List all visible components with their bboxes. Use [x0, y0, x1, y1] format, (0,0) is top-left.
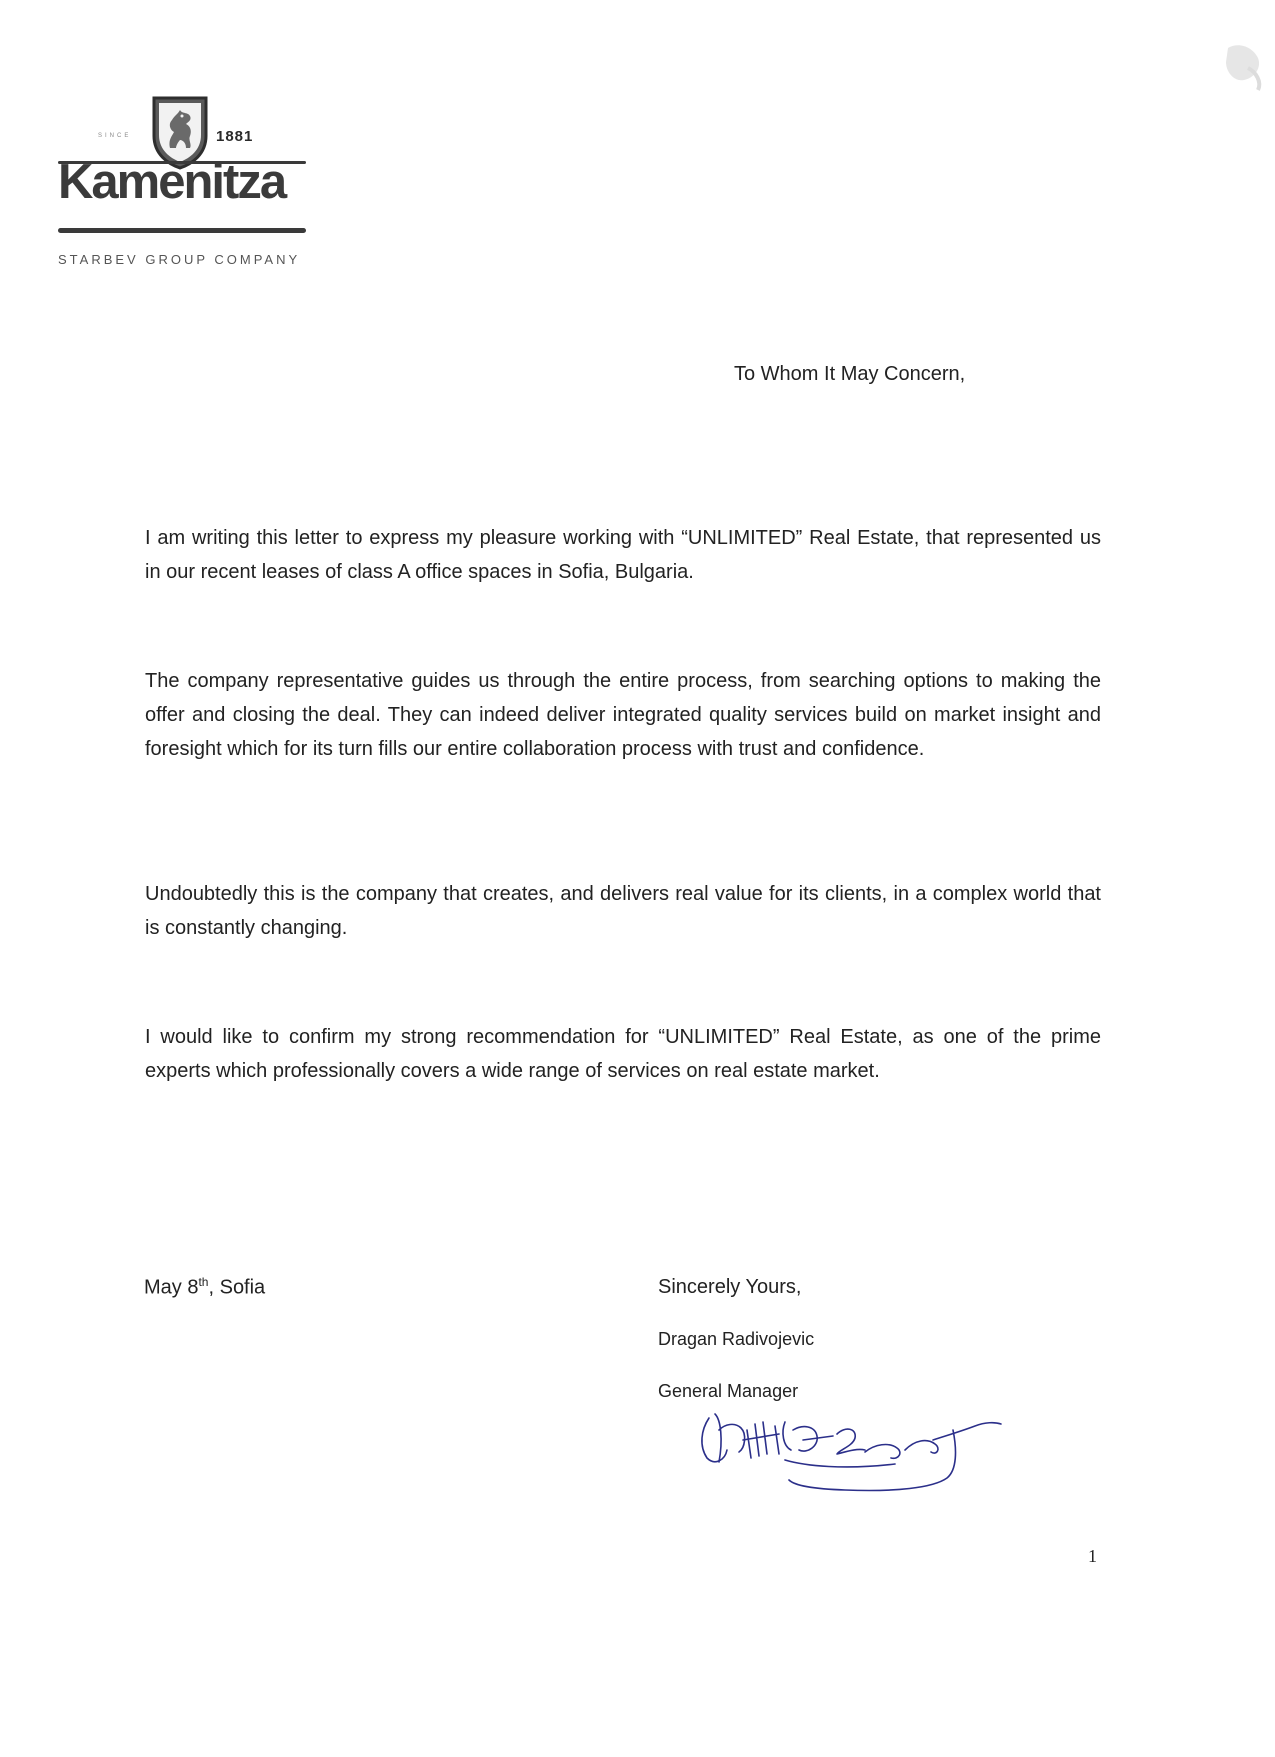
logo-since-year: 1881	[216, 128, 254, 145]
date-month-day: May 8	[144, 1276, 199, 1299]
date-place-name: , Sofia	[208, 1276, 266, 1299]
logo-tagline: STARBEV GROUP COMPANY	[58, 252, 301, 267]
signer-title: General Manager	[658, 1381, 799, 1401]
page-number: 1	[1088, 1546, 1097, 1566]
handwritten-signature	[695, 1400, 1035, 1500]
signer-name: Dragan Radivojevic	[658, 1329, 815, 1349]
closing: Sincerely Yours,	[658, 1276, 802, 1298]
body-paragraph-4: I would like to confirm my strong recommendation for “UNLIMITED” Real Estate, as one of the prime experts which professionally covers a wide range of services on real estate market.	[145, 1026, 1101, 1082]
scan-artifact	[1218, 38, 1275, 98]
body-paragraph-1: I am writing this letter to express my pleasure working with “UNLIMITED” Real Estate, that represented us in our recent leases of class A office spaces in Sofia, Bulgaria.	[145, 527, 1101, 583]
logo-brand-name: Kamenitza	[58, 155, 286, 209]
date-place	[144, 1275, 265, 1300]
kamenitza-logo	[56, 92, 316, 272]
body-paragraph-3: Undoubtedly this is the company that creates, and delivers real value for its clients, in a complex world that is constantly changing.	[145, 883, 1101, 939]
date-ordinal-suffix: th	[198, 1275, 209, 1289]
logo-bottom-rule	[58, 228, 306, 233]
logo-since-label: SINCE	[98, 133, 132, 139]
salutation: To Whom It May Concern,	[734, 363, 966, 385]
body-paragraph-2: The company representative guides us through the entire process, from searching options to making the offer and closing the deal. They can indeed deliver integrated quality services build on market insight and foresight which for its turn fills our entire collaboration process with trust and confidence.	[145, 670, 1101, 760]
